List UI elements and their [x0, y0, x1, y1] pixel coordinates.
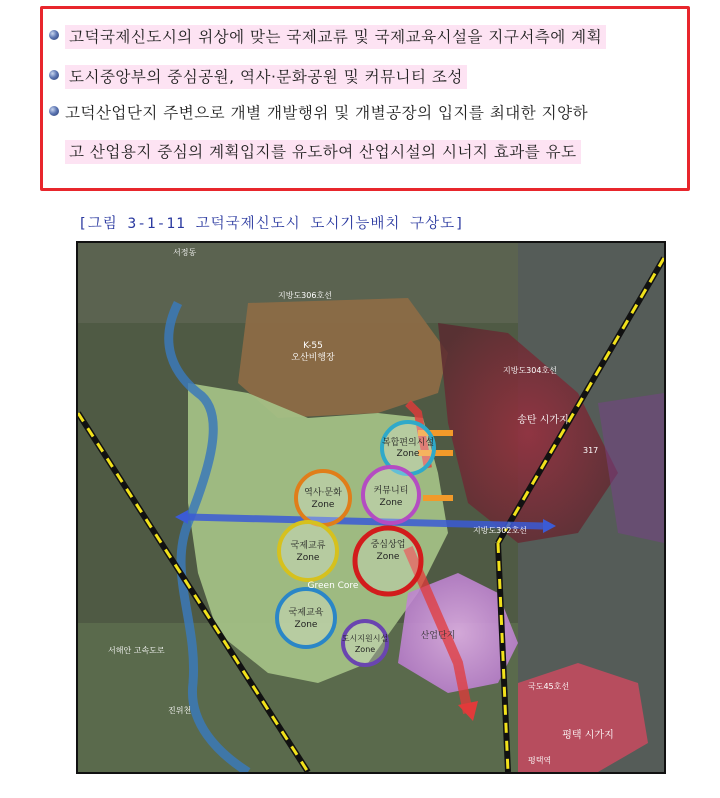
- planning-map: [76, 241, 666, 774]
- svg-text:복합편의시설: 복합편의시설: [381, 438, 435, 448]
- figure-caption: [그림 3-1-11 고덕국제신도시 도시기능배치 구상도]: [78, 216, 465, 232]
- bullet-icon: [49, 70, 59, 80]
- industrial-label: 산업단지: [420, 631, 456, 641]
- bullet-item: [65, 101, 588, 123]
- svg-text:커뮤니티: 커뮤니티: [373, 486, 409, 496]
- svg-text:Zone: Zone: [311, 500, 335, 510]
- green-core-label: Green Core: [307, 581, 359, 591]
- svg-text:국제교류: 국제교류: [290, 541, 326, 551]
- bullet-icon: [49, 30, 59, 40]
- road-label: 국도45호선: [528, 682, 570, 691]
- svg-text:Zone: Zone: [376, 552, 400, 562]
- bullet-item: [65, 25, 606, 47]
- svg-text:Zone: Zone: [296, 553, 320, 563]
- place-label: 진위천: [168, 706, 192, 715]
- road-label: 317: [583, 446, 599, 455]
- place-label: 서정동: [173, 248, 197, 257]
- road-label: 지방도306호선: [278, 291, 332, 300]
- svg-text:Zone: Zone: [396, 449, 420, 459]
- bullet-item-continued: [65, 140, 581, 162]
- zone-circle-education: [277, 589, 335, 647]
- zone-circle-support: [342, 621, 388, 665]
- svg-text:Zone: Zone: [379, 498, 403, 508]
- zone-circle-center: [355, 528, 421, 594]
- bullet-text: 고 산업용지 중심의 계획입지를 유도하여 산업시설의 시너지 효과를 유도: [65, 140, 581, 164]
- bullet-text: 도시중앙부의 중심공원, 역사·문화공원 및 커뮤니티 조성: [65, 65, 467, 89]
- svg-text:역사·문화: 역사·문화: [304, 488, 342, 498]
- pyeongtaek-label: 평택 시가지: [562, 730, 614, 741]
- k55-label: K-55: [303, 341, 323, 351]
- zone-circle-international: [279, 522, 337, 580]
- bullet-text: 고덕국제신도시의 위상에 맞는 국제교류 및 국제교육시설을 지구서측에 계획: [65, 25, 606, 49]
- expressway-label: 서해안 고속도로: [108, 646, 165, 655]
- summary-box: [40, 6, 690, 191]
- zone-circle-community: [363, 467, 419, 523]
- place-label: 평택역: [528, 756, 552, 765]
- bullet-text: 고덕산업단지 주변으로 개별 개발행위 및 개별공장의 입지를 최대한 지양하: [65, 104, 589, 122]
- svg-text:국제교육: 국제교육: [288, 608, 324, 618]
- bullet-icon: [49, 106, 59, 116]
- svg-text:Zone: Zone: [294, 620, 318, 630]
- road-label: 지방도304호선: [503, 366, 557, 375]
- bullet-item: [65, 65, 467, 87]
- airfield-area: [238, 298, 448, 418]
- svg-text:도시지원시설: 도시지원시설: [341, 634, 389, 643]
- svg-text:중심상업: 중심상업: [370, 540, 406, 550]
- airbase-label: 오산비행장: [291, 353, 335, 363]
- road-label: 지방도302호선: [473, 526, 527, 535]
- zone-circle-history: [296, 471, 350, 525]
- songtan-label: 송탄 시가지: [517, 415, 569, 426]
- svg-text:Zone: Zone: [354, 645, 376, 654]
